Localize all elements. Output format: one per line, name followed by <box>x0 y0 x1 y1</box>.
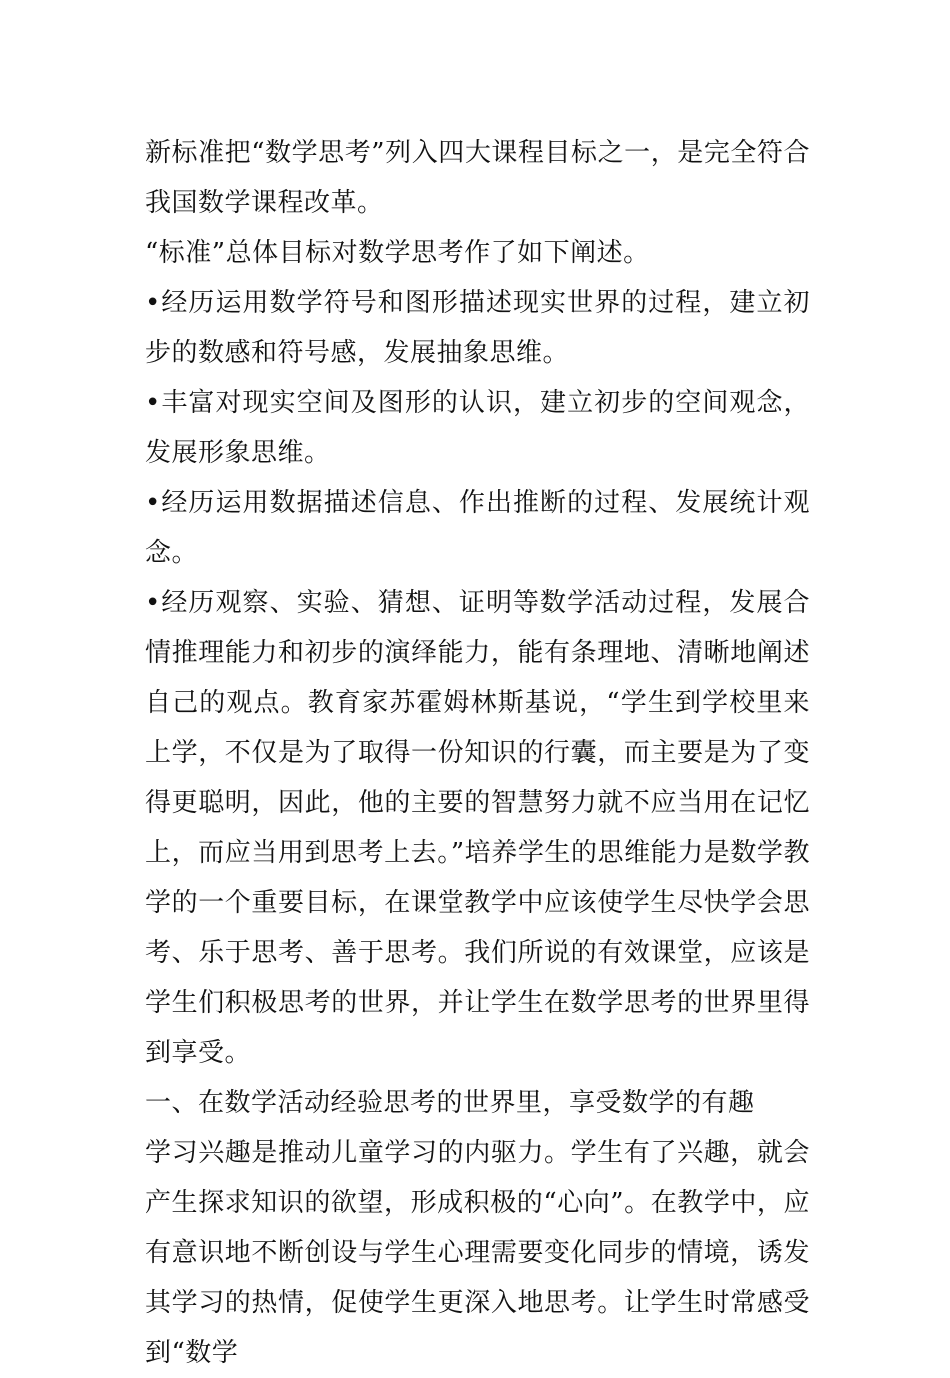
paragraph-standard-goal: “标准”总体目标对数学思考作了如下阐述。 <box>145 238 650 268</box>
bullet-statistics: •经历运用数据描述信息、作出推断的过程、发展统计观念。 <box>145 488 810 568</box>
document-body <box>145 128 810 1378</box>
paragraph-intro: 新标准把“数学思考”列入四大课程目标之一，是完全符合我国数学课程改革。 <box>145 138 810 218</box>
section-paragraph: 学习兴趣是推动儿童学习的内驱力。学生有了兴趣，就会产生探求知识的欲望，形成积极的“心向”。在教学中，应有意识地不断创设与学生心理需要变化同步的情境，诱发其学习的热情，促使学生更深入地思考。让学生时常感受到“数学 <box>145 1138 810 1368</box>
bullet-spatial-sense: •丰富对现实空间及图形的认识，建立初步的空间观念，发展形象思维。 <box>145 388 810 468</box>
section-heading: 一、在数学活动经验思考的世界里，享受数学的有趣 <box>145 1088 755 1118</box>
bullet-symbol-sense: •经历运用数学符号和图形描述现实世界的过程，建立初步的数感和符号感，发展抽象思维。 <box>145 288 810 368</box>
bullet-reasoning: •经历观察、实验、猜想、证明等数学活动过程，发展合情推理能力和初步的演绎能力，能有条理地、清晰地阐述自己的观点。教育家苏霍姆林斯基说，“学生到学校里来上学，不仅是为了取得一份知识的行囊，而主要是为了变得更聪明，因此，他的主要的智慧努力就不应当用在记忆上，而应当用到思考上去。”培养学生的思维能力是数学教学的一个重要目标，在课堂教学中应该使学生尽快学会思考、乐于思考、善于思考。我们所说的有效课堂，应该是学生们积极思考的世界，并让学生在数学思考的世界里得到享受。 <box>145 588 810 1068</box>
